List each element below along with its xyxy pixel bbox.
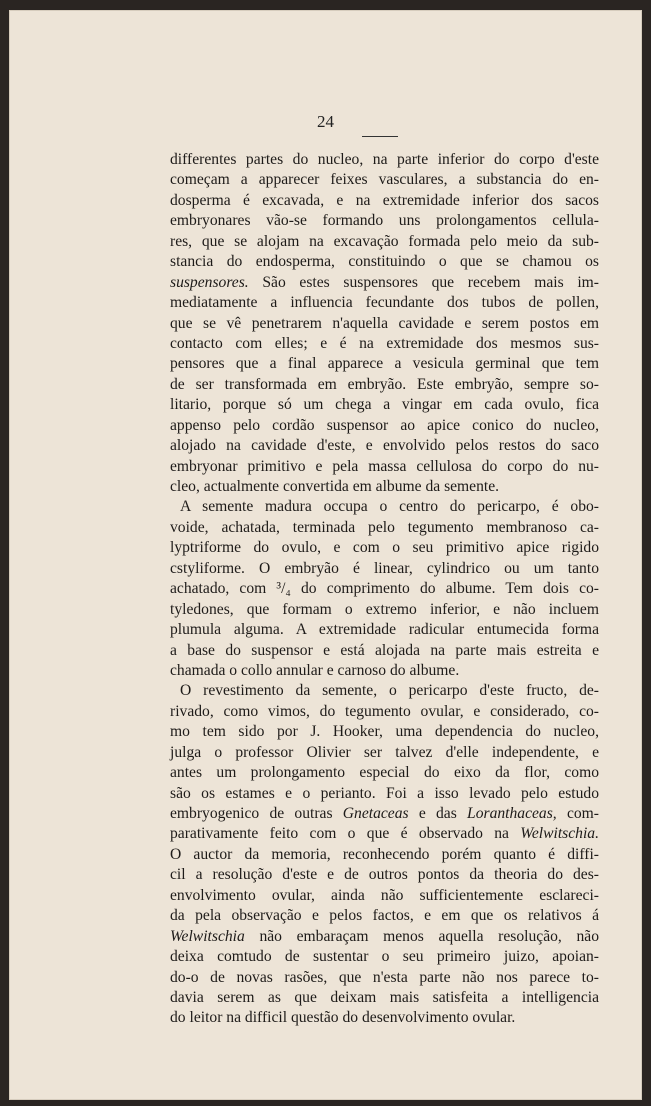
- text-line: começam a apparecer feixes vasculares, a substancia do en-: [170, 171, 599, 189]
- text-line: cstyliforme. O embryão é linear, cylindrico ou um tanto: [170, 559, 599, 577]
- body-text: [170, 150, 599, 1029]
- text-line: rivado, como vimos, do tegumento ovular, e considerado, co-: [170, 702, 599, 720]
- text-line: davia serem as que deixam mais satisfeita a intelligencia: [170, 988, 599, 1006]
- text-line: differentes partes do nucleo, na parte inferior do corpo d'este: [170, 151, 599, 168]
- text-line: cleo, actualmente convertida em albume da semente.: [170, 478, 500, 495]
- text-line: O auctor da memoria, reconhecendo porém quanto é diffi-: [170, 845, 599, 863]
- text-line: stancia do endosperma, constituindo o que se chamou os: [170, 253, 599, 271]
- book-page: [9, 10, 642, 1100]
- text-line: envolvimento ovular, ainda não sufficientemente esclareci-: [170, 886, 599, 904]
- text-line: mo tem sido por J. Hooker, uma dependencia do nucleo,: [170, 723, 599, 741]
- text-line: cil a resolução d'este e de outros pontos da theoria do des-: [170, 866, 599, 884]
- text-line: contacto com elles; e é na extremidade dos mesmos sus-: [170, 334, 599, 352]
- text-line: lyptriforme do ovulo, e com o seu primitivo apice rigido: [170, 539, 599, 557]
- text-line: que se vê penetrarem n'aquella cavidade e serem postos em: [170, 314, 599, 332]
- text-line: do-o de novas rasões, que n'esta parte não nos parece to-: [170, 968, 599, 986]
- text-line: tyledones, que formam o extremo inferior, e não incluem: [170, 600, 599, 618]
- text-line: O revestimento da semente, o pericarpo d'este fructo, de-: [180, 682, 599, 700]
- text-line: a base do suspensor e está alojada na parte mais estreita e: [170, 641, 599, 659]
- text-line: de ser transformada em embryão. Este embryão, sempre so-: [170, 375, 599, 393]
- text-line: appenso pelo cordão suspensor ao apice conico do nucleo,: [170, 416, 599, 434]
- text-line: parativamente feito com o que é observado na Welwitschia.: [170, 825, 599, 843]
- text-line: voide, achatada, terminada pelo tegumento membranoso ca-: [170, 518, 599, 536]
- text-line: res, que se alojam na excavação formada pelo meio da sub-: [170, 232, 599, 250]
- text-line: Welwitschia não embaraçam menos aquella resolução, não: [170, 927, 599, 945]
- text-line: A semente madura occupa o centro do pericarpo, é obo-: [180, 498, 599, 516]
- text-line: plumula alguma. A extremidade radicular entumecida forma: [170, 621, 599, 639]
- text-line: pensores que a final apparece a vesicula germinal que tem: [170, 355, 599, 373]
- text-line: são os estames e o perianto. Foi a isso levado pelo estudo: [170, 784, 599, 802]
- text-line: deixa comtudo de sustentar o seu primeiro juizo, apoian-: [170, 948, 599, 966]
- text-line: dosperma é excavada, e na extremidade inferior dos sacos: [170, 191, 599, 209]
- text-line: embryonar primitivo e pela massa cellulosa do corpo do nu-: [170, 457, 599, 475]
- text-line: julga o professor Olivier ser talvez d'elle independente, e: [170, 743, 599, 761]
- text-line: achatado, com ³/₄ do comprimento do albume. Tem dois co-: [170, 580, 599, 598]
- text-line: suspensores. São estes suspensores que recebem mais im-: [170, 273, 599, 291]
- text-line: litario, porque só um chega a vingar em cada ovulo, fica: [170, 396, 599, 414]
- page-number-rule: [362, 136, 398, 137]
- text-line: alojado na cavidade d'este, e envolvido pelos restos do saco: [170, 437, 599, 455]
- text-line: da pela observação e pelos factos, e em que os relativos á: [170, 907, 599, 925]
- text-line: embryonares vão-se formando uns prolongamentos cellula-: [170, 212, 599, 230]
- text-line: mediatamente a influencia fecundante dos tubos de pollen,: [170, 294, 599, 312]
- text-line: do leitor na difficil questão do desenvolvimento ovular.: [170, 1009, 516, 1027]
- page-number: 24: [317, 112, 334, 131]
- text-line: antes um prolongamento especial do eixo da flor, como: [170, 764, 599, 782]
- text-line: embryogenico de outras Gnetaceas e das Loranthaceas, com-: [170, 805, 599, 822]
- text-line: chamada o collo annular e carnoso do albume.: [170, 661, 460, 679]
